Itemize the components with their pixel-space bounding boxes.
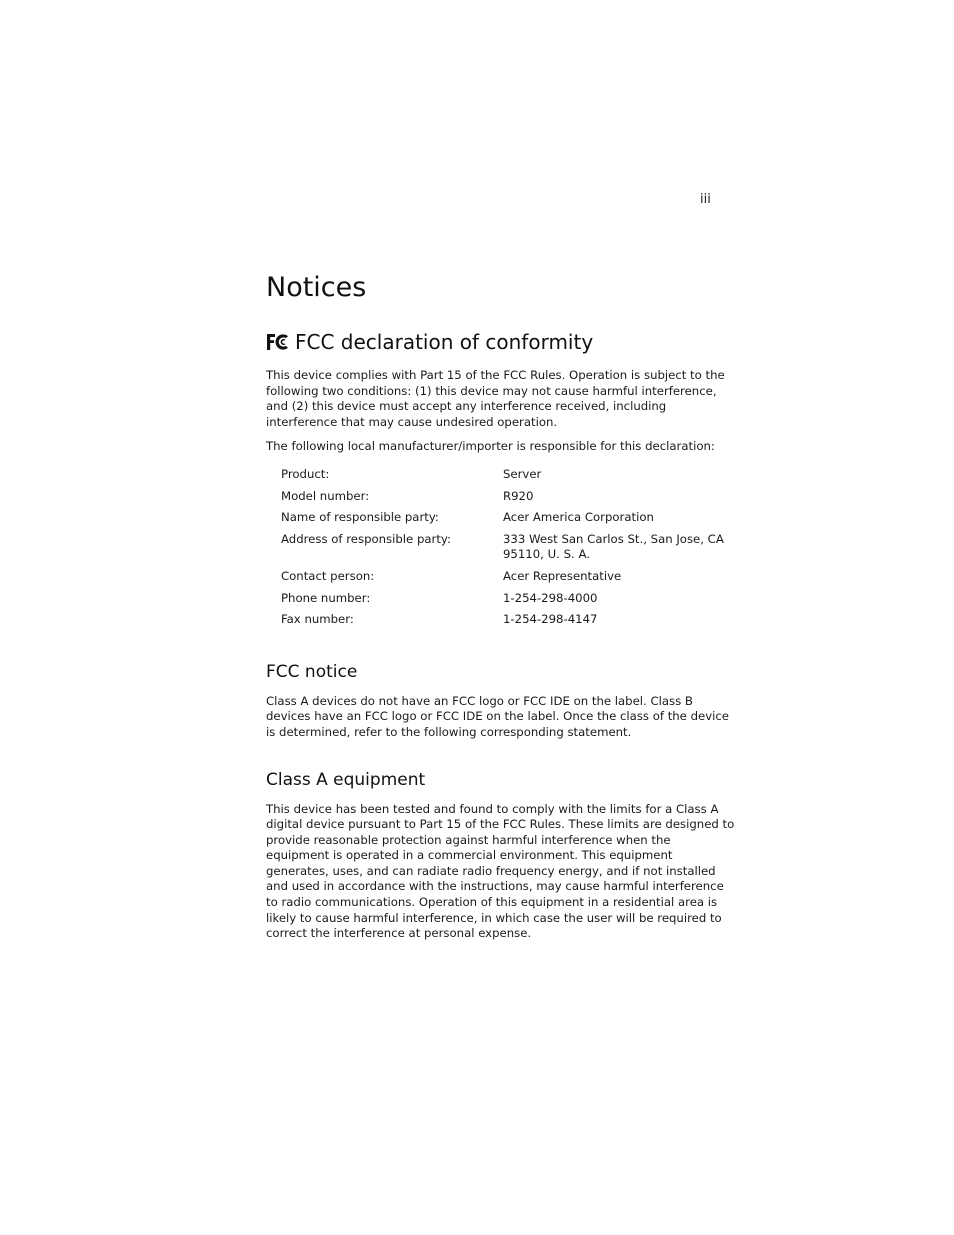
declaration-row	[281, 591, 736, 607]
declaration-label: Address of responsible party:	[281, 531, 451, 546]
fcc-declaration-paragraph-1: This device complies with Part 15 of the FCC Rules. Operation is subject to the following two conditions: (1) this device may not cause harmful interference, and (2) this device must accept any interference received, including interference that may cause undesired operation.	[266, 368, 725, 429]
document-body	[266, 270, 736, 951]
declaration-row	[281, 569, 736, 585]
declaration-row	[281, 489, 736, 505]
declaration-row	[281, 612, 736, 628]
fcc-declaration-heading-text: FCC declaration of conformity	[295, 330, 594, 354]
fcc-declaration-heading	[266, 328, 736, 356]
declaration-value: R920	[503, 488, 534, 503]
fcc-declaration-paragraph-2: The following local manufacturer/importer is responsible for this declaration:	[266, 439, 715, 454]
fcc-notice-paragraph: Class A devices do not have an FCC logo or FCC IDE on the label. Class B devices have an FCC logo or FCC IDE on the label. Once the class of the device is determined, refer to the following corresponding statement.	[266, 693, 729, 739]
declaration-label: Phone number:	[281, 590, 371, 605]
declaration-row	[281, 532, 736, 563]
declaration-label: Contact person:	[281, 568, 375, 583]
declaration-value: Server	[503, 466, 542, 481]
declaration-label: Name of responsible party:	[281, 510, 439, 525]
declaration-row	[281, 467, 736, 483]
declaration-value: 1-254-298-4147	[503, 612, 598, 627]
declaration-label: Model number:	[281, 488, 370, 503]
class-a-heading: Class A equipment	[266, 769, 426, 790]
declaration-label: Product:	[281, 466, 330, 481]
declaration-value: 333 West San Carlos St., San Jose, CA 95110, U. S. A.	[503, 531, 724, 562]
page-number: iii	[700, 192, 711, 207]
declaration-table	[281, 467, 736, 628]
declaration-value: Acer Representative	[503, 568, 622, 583]
fcc-notice-heading: FCC notice	[266, 661, 358, 682]
declaration-label: Fax number:	[281, 612, 354, 627]
fcc-logo-icon	[266, 333, 290, 351]
page-title: Notices	[266, 272, 367, 303]
declaration-value: 1-254-298-4000	[503, 590, 598, 605]
declaration-value: Acer America Corporation	[503, 510, 654, 525]
class-a-paragraph: This device has been tested and found to comply with the limits for a Class A digital device pursuant to Part 15 of the FCC Rules. These limits are designed to provide reasonable protection against harmful interference when the equipment is operated in a commercial environment. This equipment generates, uses, and can radiate radio frequency energy, and if not installed and used in accordance with the instructions, may cause harmful interference to radio communications. Operation of this equipment in a residential area is likely to cause harmful interference, in which case the user will be required to correct the interference at personal expense.	[266, 801, 735, 941]
declaration-row	[281, 510, 736, 526]
